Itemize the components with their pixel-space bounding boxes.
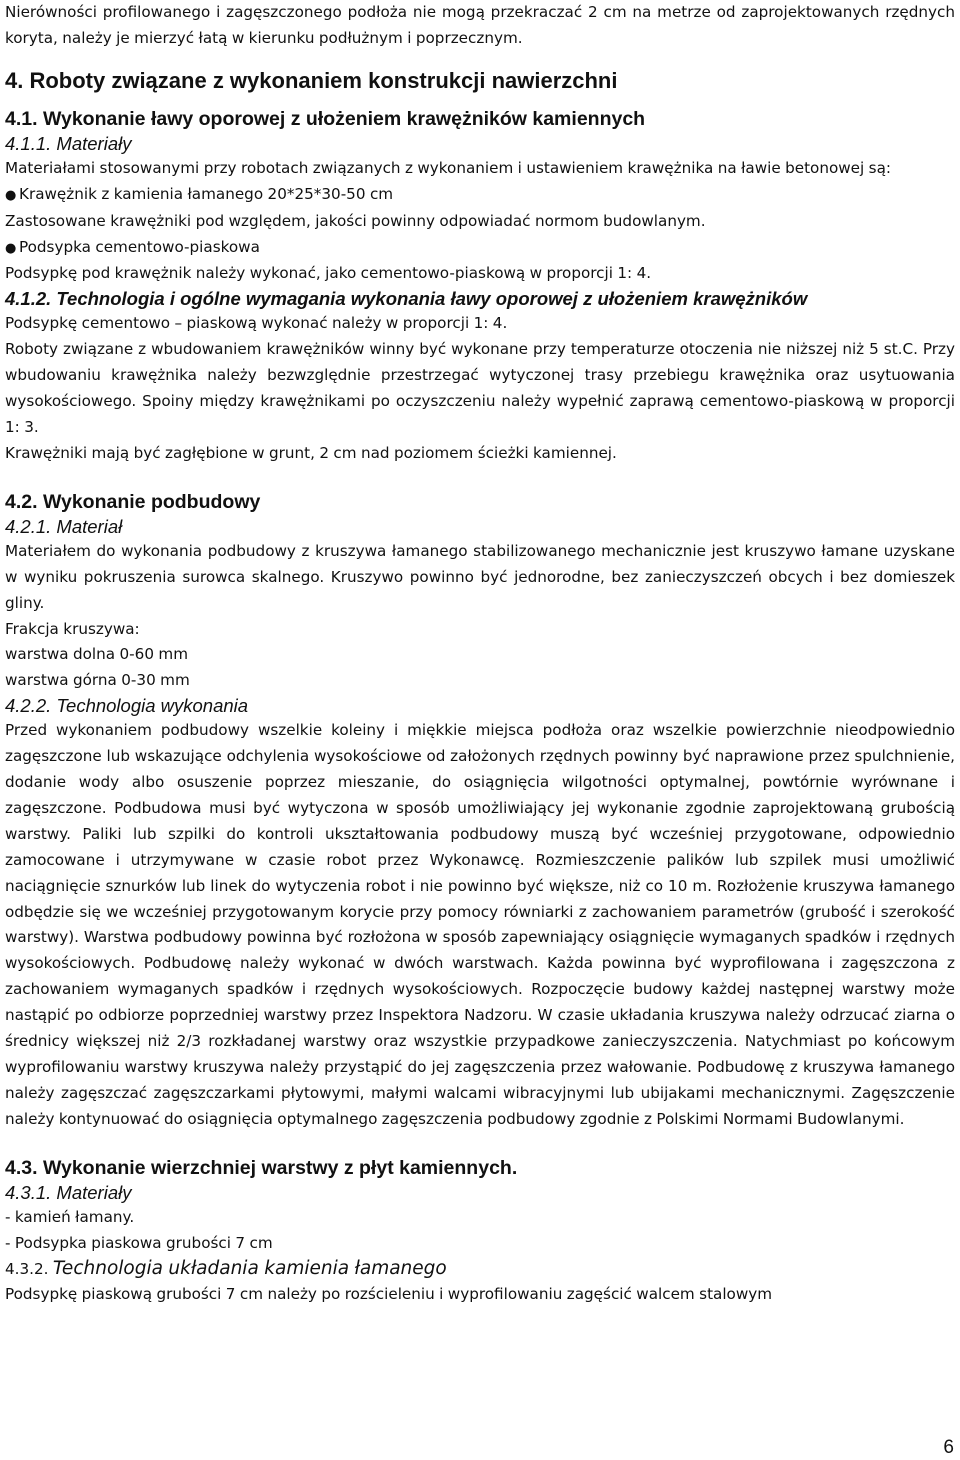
lower-layer-text: warstwa dolna 0-60 mm: [5, 645, 188, 664]
spacer: [5, 467, 955, 489]
subbase-material-paragraph: Materiałem do wykonania podbudowy z kruszywa łamanego stabilizowanego mechanicznie jest kruszywo łamane uzyskane w wyniku pokruszenia surowca skalnego. Kruszywo powinno być jednorodne, bez zanieczyszczeń obcych i bez domieszek gliny.: [5, 541, 955, 612]
bullet-text: Podsypka cementowo-piaskowa: [19, 237, 260, 256]
list-item: - Podsypka piaskowa grubości 7 cm: [5, 1233, 273, 1252]
intro-paragraph: Nierówności profilowanego i zagęszczonego podłoża nie mogą przekraczać 2 cm na metrze od zaprojektowanych rzędnych koryta, należy je mierzyć łatą w kierunku podłużnym i poprzecznym.: [5, 3, 955, 47]
bullet-text: Krawężnik z kamienia łamanego 20*25*30-50 cm: [19, 184, 394, 203]
section-number: 4.3.2.: [5, 1259, 49, 1278]
section-4-2-heading: 4.2. Wykonanie podbudowy: [5, 490, 261, 513]
section-4-3-2-heading: [5, 1257, 955, 1283]
page-number: 6: [943, 1437, 954, 1458]
materials-paragraph: Materiałami stosowanymi przy robotach związanych z wykonaniem i ustawieniem krawężnika na ławie betonowej są:: [5, 158, 892, 177]
section-4-heading: 4. Roboty związane z wykonaniem konstrukcji nawierzchni: [5, 67, 618, 93]
bullet-icon: ●: [5, 187, 17, 203]
section-title: Technologia układania kamienia łamanego: [52, 1257, 447, 1279]
spacer: [5, 1133, 955, 1155]
list-item: - kamień łamany.: [5, 1207, 135, 1226]
bullet-icon: ●: [5, 240, 17, 256]
bedding-compaction-paragraph: Podsypkę piaskową grubości 7 cm należy po rozścieleniu i wyprofilowaniu zagęścić walcem stalowym: [5, 1285, 773, 1304]
section-4-3-1-heading: 4.3.1. Materiały: [5, 1181, 132, 1203]
section-4-2-1-heading: 4.2.1. Materiał: [5, 515, 123, 537]
upper-layer-text: warstwa górna 0-30 mm: [5, 671, 190, 690]
bedding-paragraph: Podsypkę pod krawężnik należy wykonać, jako cementowo-piaskową w proporcji 1: 4.: [5, 264, 652, 283]
depth-paragraph: Krawężniki mają być zagłębione w grunt, 2 cm nad poziomem ścieżki kamiennej.: [5, 443, 617, 462]
document-page: [5, 0, 955, 1308]
installation-paragraph: Roboty związane z wbudowaniem krawężników winny być wykonane przy temperaturze otoczenia nie niższej niż 5 st.C. Przy wbudowaniu krawężnika należy bezwzględnie przestrzegać wytyczonej trasy przebiegu krawężnika oraz usytuowania wysokościowego. Spoiny między krawężnikami po oczyszczeniu należy wypełnić zaprawą cementowo-piaskową w proporcji 1: 3.: [5, 340, 955, 436]
section-4-2-2-heading: 4.2.2. Technologia wykonania: [5, 695, 249, 717]
section-4-3-heading: 4.3. Wykonanie wierzchniej warstwy z płyt kamiennych.: [5, 1156, 518, 1179]
section-4-1-1-heading: 4.1.1. Materiały: [5, 132, 132, 154]
bullet-item-curb: [5, 182, 955, 209]
proportion-paragraph: Podsypkę cementowo – piaskową wykonać należy w proporcji 1: 4.: [5, 314, 508, 333]
fraction-label: Frakcja kruszywa:: [5, 619, 140, 638]
bullet-item-bedding: [5, 235, 955, 262]
curb-standards-paragraph: Zastosowane krawężniki pod względem, jakości powinny odpowiadać normom budowlanym.: [5, 211, 706, 230]
subbase-technology-paragraph: Przed wykonaniem podbudowy wszelkie koleiny i miękkie miejsca podłoża oraz wszelkie powierzchnie nieodpowiednio zagęszczone lub wskazujące odchylenia wysokościowe od założonych rzędnych powinny być naprawione przez spulchnienie, dodanie wody albo osuszenie poprzez mieszanie, do osiągnięcia wilgotności optymalnej, powtórnie wyrównane i zagęszczone. Podbudowa musi być wytyczona w sposób umożliwiający jej wykonanie zgodnie zaprojektowaną grubością warstwy. Paliki lub szpilki do kontroli ukształtowania podbudowy muszą być wcześniej przygotowane, odpowiednio zamocowane i utrzymywane w czasie robot przez Wykonawcę. Rozmieszczenie palików lub szpilek musi umożliwić naciągnięcie sznurków lub linek do wytyczenia robot i nie powinno być większe, niż co 10 m. Rozłożenie kruszywa łamanego odbędzie się we wcześniej przygotowanym korycie przy pomocy równiarki z zachowaniem parametrów (grubość i szerokość warstwy). Warstwa podbudowy powinna być rozłożona w sposób zapewniający osiągnięcie wymaganych spadków i rzędnych wysokościowych. Podbudowę należy wykonać w dwóch warstwach. Każda powinna być wyprofilowana i zagęszczona z zachowaniem wymaganych spadków i rzędnych wysokościowych. Rozpoczęcie budowy każdej następnej warstwy może nastąpić po odbiorze poprzedniej warstwy przez Inspektora Nadzoru. W czasie układania kruszywa należy odrzucać ziarna o średnicy większej niż 2/3 rozkładanej warstwy oraz wszystkie przypadkowe zanieczyszczenia. Natychmiast po końcowym wyprofilowaniu warstwy kruszywa należy przystąpić do jej zagęszczenia przez wałowanie. Podbudowę z kruszywa łamanego należy zagęszczać zagęszczarkami płytowymi, małymi walcami wibracyjnymi lub ubijakami mechanicznymi. Zagęszczenie należy kontynuować do osiągnięcia optymalnego zagęszczenia podbudowy zgodnie z Polskimi Normami Budowlanymi.: [5, 721, 955, 1128]
section-4-1-2-heading: 4.1.2. Technologia i ogólne wymagania wykonania ławy oporowej z ułożeniem krawężników: [5, 288, 808, 310]
section-4-1-heading: 4.1. Wykonanie ławy oporowej z ułożeniem krawężników kamiennych: [5, 107, 646, 130]
